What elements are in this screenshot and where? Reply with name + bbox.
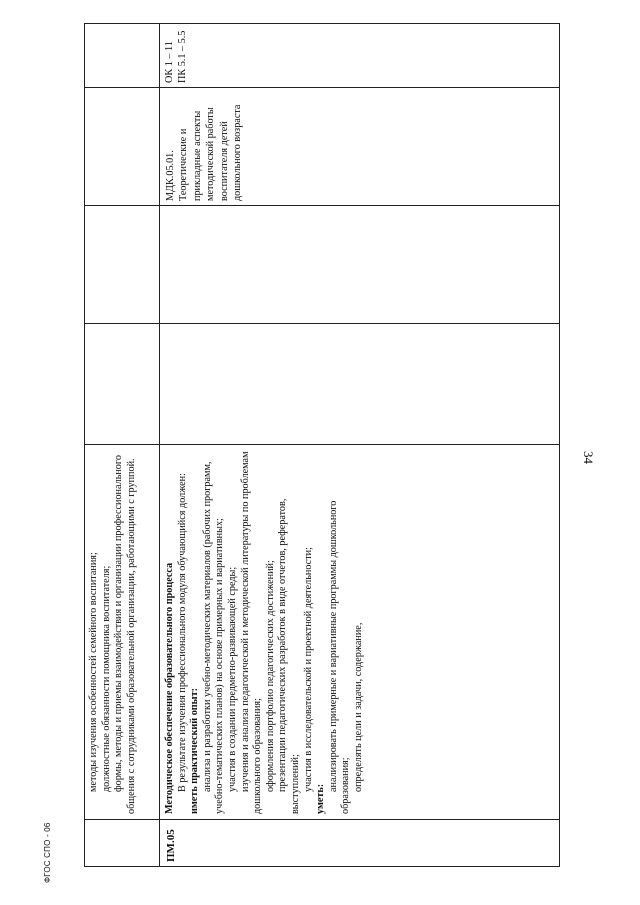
- discipline-line: Теоретические и: [178, 128, 190, 201]
- column-divider: [85, 444, 559, 445]
- content-paragraph: изучения и анализа педагогической и методической литературы по проблемам дошкольного образования;: [239, 451, 264, 814]
- content-paragraph: уметь:: [315, 783, 327, 814]
- content-paragraph: оформления портфолио педагогических достижений;: [264, 560, 276, 792]
- content-paragraph: Методическое обеспечение образовательного процесса: [164, 562, 175, 814]
- discipline-line: прикладные аспекты: [191, 110, 203, 201]
- column-divider: [85, 323, 559, 324]
- content-paragraph: В результате изучения профессионального модуля обучающийся должен:: [176, 473, 188, 792]
- discipline-line: МДК.05.01.: [165, 150, 176, 201]
- competency-cell: [164, 25, 189, 83]
- page-number: 34: [581, 451, 596, 464]
- column-divider: [85, 87, 559, 88]
- row2-content-cell: [164, 450, 366, 814]
- column-divider: [85, 819, 559, 820]
- content-paragraph: формы, методы и приемы взаимодействия и организации профессионального общения с сотрудниками образовательной организации, работающими с группой.: [113, 455, 137, 814]
- content-paragraph: участия в исследовательской и проектной деятельности;: [302, 547, 314, 792]
- discipline-line: методической работы: [205, 107, 217, 201]
- competency-line: ОК 1 – 11: [164, 41, 175, 83]
- content-paragraph: иметь практический опыт:: [189, 687, 201, 814]
- footer-label: ФГОС СПО - 06: [43, 822, 52, 883]
- content-paragraph: презентации педагогических разработок в виде отчетов, рефератов, выступлений;: [277, 498, 301, 814]
- curriculum-table: [84, 23, 560, 867]
- content-paragraph: участия в создании предметно-развивающей среды;: [226, 566, 238, 792]
- row-divider: [159, 24, 160, 866]
- module-code: ПМ.05: [165, 829, 177, 862]
- content-paragraph: методы изучения особенностей семейного воспитания;: [88, 552, 99, 792]
- discipline-line: воспитателя детей: [218, 121, 230, 201]
- content-paragraph: определять цели и задачи, содержание,: [352, 622, 364, 792]
- content-paragraph: должностные обязанности помощника воспитателя;: [100, 565, 112, 792]
- content-paragraph: анализа и разработки учебно-методических материалов (рабочих программ, учебно-тематических планов) на основе примерных и вариативных;: [201, 461, 226, 814]
- content-paragraph: анализировать примерные и вариативные программы дошкольного образования;: [327, 500, 352, 814]
- discipline-cell: [164, 91, 244, 201]
- competency-line: ПК 5.1 – 5.5: [176, 30, 188, 83]
- row1-content-cell: [88, 450, 138, 814]
- discipline-line: дошкольного возраста: [232, 104, 244, 201]
- column-divider: [85, 205, 559, 206]
